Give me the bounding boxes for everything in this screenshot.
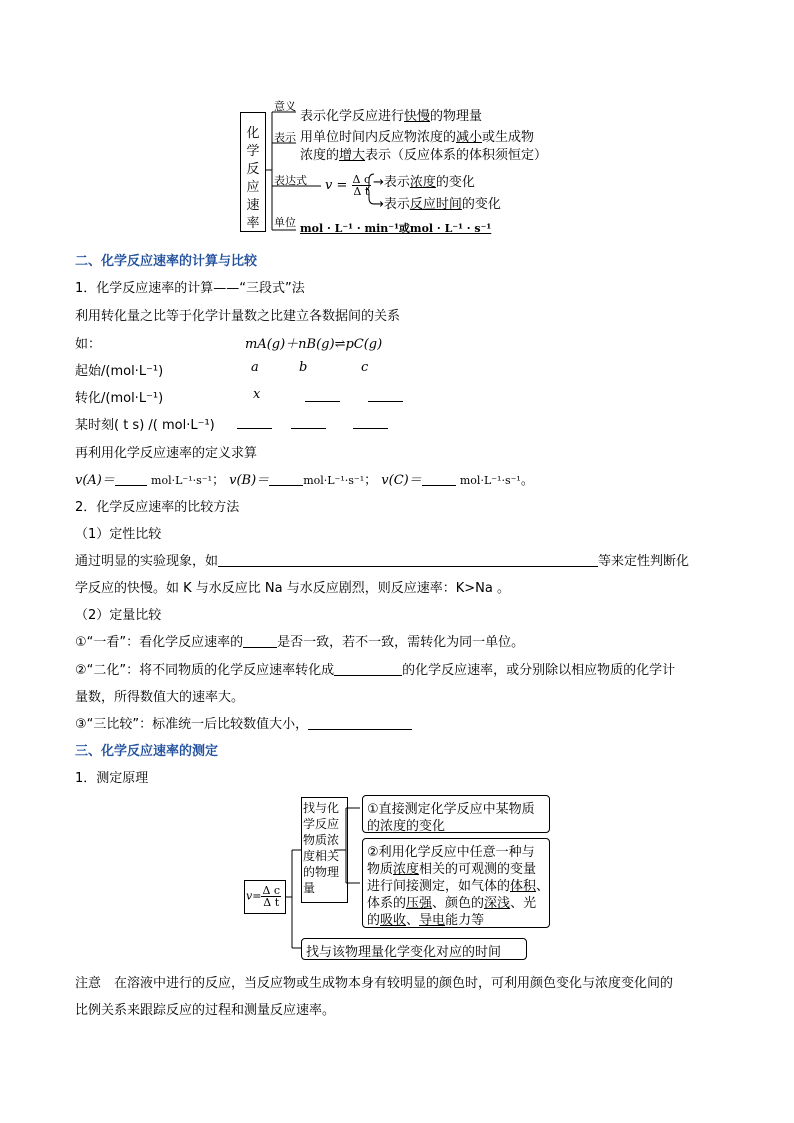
ind3-post: 、 bbox=[536, 879, 550, 894]
example-label: 如： bbox=[75, 337, 102, 352]
rule-line: 利用转化量之比等于化学计量数之比建立各数据间的关系 bbox=[75, 309, 401, 324]
step3 bbox=[75, 713, 412, 732]
expr-num: Δ c bbox=[352, 173, 371, 186]
conv-b-blank[interactable] bbox=[305, 388, 340, 402]
unit-label: 单位 bbox=[274, 216, 296, 229]
vB-blank[interactable] bbox=[269, 472, 303, 486]
direct-line1: ①直接测定化学反应中某物质 bbox=[367, 802, 535, 817]
repr-line2-pre: 浓度的 bbox=[300, 148, 340, 163]
conv-c-blank[interactable] bbox=[368, 388, 403, 402]
qual-blank[interactable] bbox=[218, 553, 598, 567]
indirect-line1: ②利用化学反应中任意一种与 bbox=[367, 845, 535, 860]
middle-line: 找与化 bbox=[303, 801, 340, 815]
quantitative-heading: （2）定量比较 bbox=[75, 608, 162, 623]
ind3-pre: 进行间接测定，如气体的 bbox=[367, 879, 511, 894]
expr-den: Δ t bbox=[353, 185, 370, 198]
step1-blank[interactable] bbox=[243, 634, 277, 648]
repr-line1-post: 或生成物 bbox=[482, 130, 535, 145]
vB-unit: mol·L⁻¹·s⁻¹ bbox=[303, 474, 365, 487]
middle-line: 的物理 bbox=[303, 865, 340, 879]
vC-unit: mol·L⁻¹·s⁻¹ bbox=[459, 474, 521, 487]
note-line1: 注意 在溶液中进行的反应，当反应物或生成物本身有较明显的颜色时，可利用颜色变化与浓度变化间的 bbox=[75, 976, 674, 991]
ind4-post: 、光 bbox=[510, 896, 537, 911]
ind2-post: 相关的可观测的变量 bbox=[419, 862, 537, 877]
ind4-key2: 深浅 bbox=[484, 896, 511, 911]
expr-note2-pre: →表示 bbox=[373, 197, 410, 212]
step3-pre: ③“三比较”：标准统一后比较数值大小， bbox=[75, 717, 309, 732]
qualitative-heading: （1）定性比较 bbox=[75, 527, 162, 542]
expr-note1-pre: →表示 bbox=[373, 175, 410, 190]
middle-line: 物质浓 bbox=[303, 833, 340, 847]
step1-pre: ①“一看”：看化学反应速率的 bbox=[75, 635, 244, 650]
note-line2: 比例关系来跟踪反应的过程和测量反应速率。 bbox=[75, 1003, 336, 1018]
ind5-key2: 导电 bbox=[419, 913, 446, 928]
repr-line1 bbox=[300, 126, 534, 145]
title-char: 学 bbox=[246, 144, 260, 159]
rate-formula-line bbox=[75, 469, 534, 488]
start-b: b bbox=[299, 360, 308, 375]
repr-line1-key: 减小 bbox=[456, 130, 483, 145]
meaning-post: 的物理量 bbox=[430, 109, 483, 124]
title-char: 化 bbox=[246, 126, 260, 141]
t-c-blank[interactable] bbox=[353, 415, 388, 429]
then-line: 再利用化学反应速率的定义求算 bbox=[75, 446, 258, 461]
step2-post: 的化学反应速率，或分别除以相应物质的化学计 bbox=[402, 663, 676, 678]
vC-blank[interactable] bbox=[422, 472, 456, 486]
expr-note2-key: 反应时间 bbox=[409, 197, 462, 212]
repr-line2-post: 表示（反应体系的体积须恒定） bbox=[365, 148, 548, 163]
formula bbox=[246, 885, 281, 908]
expr-note2 bbox=[373, 193, 501, 212]
row-start-label: 起始/(mol·L⁻¹) bbox=[75, 364, 164, 379]
step2-blank[interactable] bbox=[334, 662, 402, 676]
ind4-mid: 、颜色的 bbox=[432, 896, 485, 911]
step2-pre: ②“二化”：将不同物质的化学反应速率转化成 bbox=[75, 663, 335, 678]
row-t-label: 某时刻( t s) /( mol·L⁻¹) bbox=[75, 418, 215, 433]
direct-line2: 的浓度的变化 bbox=[367, 819, 446, 834]
section2-heading: 二、化学反应速率的计算与比较 bbox=[75, 254, 258, 269]
expr-eq: = bbox=[332, 178, 352, 193]
row-conv-label: 转化/(mol·L⁻¹) bbox=[75, 391, 164, 406]
ind5-key1: 吸收 bbox=[380, 913, 407, 928]
expr-formula bbox=[325, 174, 371, 197]
unit-value: mol · L⁻¹ · min⁻¹或mol · L⁻¹ · s⁻¹ bbox=[300, 222, 492, 235]
sep: ； bbox=[364, 473, 378, 488]
start-a: a bbox=[251, 360, 259, 375]
vB-label: v(B)＝ bbox=[229, 473, 270, 488]
expr-note1-post: 的变化 bbox=[435, 175, 475, 190]
middle-line: 度相关 bbox=[303, 849, 340, 863]
vA-unit: mol·L⁻¹·s⁻¹ bbox=[151, 474, 212, 487]
formula-fraction bbox=[261, 885, 281, 908]
t-a-blank[interactable] bbox=[237, 415, 272, 429]
conv-x: x bbox=[253, 387, 261, 402]
ind4-key1: 压强 bbox=[406, 896, 433, 911]
ind5-post: 能力等 bbox=[445, 913, 485, 928]
ind2-key: 浓度 bbox=[393, 862, 420, 877]
repr-line2-key: 增大 bbox=[339, 148, 366, 163]
qual-post: 等来定性判断化 bbox=[598, 554, 690, 569]
qual-pre: 通过明显的实验现象，如 bbox=[75, 554, 219, 569]
meaning-text bbox=[300, 105, 482, 124]
ind5-pre: 的 bbox=[367, 913, 381, 928]
title-char: 应 bbox=[246, 180, 260, 195]
repr-label: 表示 bbox=[274, 131, 296, 144]
meaning-key: 快慢 bbox=[404, 109, 431, 124]
qualitative-line1 bbox=[75, 550, 689, 569]
repr-line1-pre: 用单位时间内反应物浓度的 bbox=[300, 130, 457, 145]
expr-label: 表达式 bbox=[274, 174, 307, 187]
formula-num: Δ c bbox=[262, 884, 281, 897]
end: 。 bbox=[520, 473, 534, 488]
ind4-pre: 体系的 bbox=[367, 896, 407, 911]
sep: ； bbox=[211, 473, 225, 488]
t-b-blank[interactable] bbox=[291, 415, 326, 429]
title-char: 率 bbox=[246, 216, 260, 231]
middle-line: 学反应 bbox=[303, 817, 340, 831]
step2-line2: 量数，所得数值大的速率大。 bbox=[75, 690, 245, 705]
expr-v: v bbox=[325, 178, 333, 193]
title-char: 速 bbox=[246, 198, 260, 213]
item-compare-heading: 2．化学反应速率的比较方法 bbox=[75, 500, 240, 515]
item-calc-heading: 1．化学反应速率的计算——“三段式”法 bbox=[75, 281, 305, 296]
vA-blank[interactable] bbox=[115, 472, 147, 486]
step1 bbox=[75, 631, 524, 650]
formula-v: v= bbox=[246, 889, 262, 903]
vA-label: v(A)＝ bbox=[75, 473, 115, 488]
vertical-title bbox=[243, 125, 263, 233]
ind3-key: 体积 bbox=[510, 879, 537, 894]
time-box-text: 找与该物理量化学变化对应的时间 bbox=[306, 945, 502, 960]
expr-note2-post: 的变化 bbox=[461, 197, 501, 212]
expr-note1 bbox=[373, 171, 475, 190]
repr-line2 bbox=[300, 144, 547, 163]
ind2-pre: 物质 bbox=[367, 862, 394, 877]
meaning-label: 意义 bbox=[274, 100, 296, 113]
middle-box-text bbox=[303, 800, 347, 896]
step3-blank[interactable] bbox=[308, 716, 412, 730]
step1-post: 是否一致，若不一致，需转化为同一单位。 bbox=[277, 635, 525, 650]
ind5-mid: 、 bbox=[406, 913, 420, 928]
expr-note1-key: 浓度 bbox=[409, 175, 436, 190]
section3-heading: 三、化学反应速率的测定 bbox=[75, 744, 219, 759]
principle-heading: 1．测定原理 bbox=[75, 771, 149, 786]
vC-label: v(C)＝ bbox=[381, 473, 422, 488]
middle-line: 量 bbox=[303, 881, 316, 895]
step2 bbox=[75, 659, 675, 678]
formula-den: Δ t bbox=[263, 896, 280, 909]
meaning-pre: 表示化学反应进行 bbox=[300, 109, 405, 124]
indirect-line5 bbox=[367, 909, 484, 928]
start-c: c bbox=[361, 360, 369, 375]
qualitative-line2: 学反应的快慢。如 K 与水反应比 Na 与水反应剧烈，则反应速率：K>Na 。 bbox=[75, 581, 510, 596]
title-char: 反 bbox=[246, 162, 260, 177]
reaction-equation: mA(g)＋nB(g)⇌pC(g) bbox=[245, 337, 383, 352]
